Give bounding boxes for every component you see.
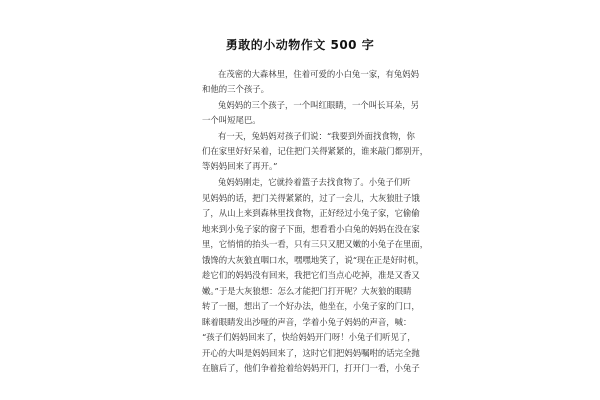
text-line: 兔妈妈刚走，它就拎着篮子去找食物了。小兔子们听 bbox=[218, 177, 411, 187]
text-line: 了，从山上来到森林里找食物，正好经过小兔子家，它偷偷 bbox=[202, 208, 420, 218]
text-line: 在脑后了，他们争着抢着给妈妈开门，打开门一看，小兔子 bbox=[202, 363, 420, 373]
text-line: 饿馋的大灰狼直咽口水，嘿嘿地笑了，说“现在正是好时机， bbox=[202, 255, 425, 265]
text-line: 兔妈妈的三个孩子，一个叫红眼睛，一个叫长耳朵，另 bbox=[218, 100, 419, 110]
page-title: 勇敢的小动物作文 500 字 bbox=[225, 38, 375, 52]
text-line: 里，它悄悄的抬头一看，只有三只又肥又嫩的小兔子在里面， bbox=[202, 239, 429, 249]
text-line: “孩子们妈妈回来了，快给妈妈开门呀！小兔子们听见了， bbox=[202, 332, 416, 342]
text-line: 有一天，兔妈妈对孩子们说：“我要到外面找食物，你 bbox=[218, 131, 415, 141]
text-line: 开心的大叫是妈妈回来了，这时它们把妈妈嘱咐的话完全抛 bbox=[202, 348, 420, 358]
text-line: 嫩。”于是大灰狼想：怎么才能把门打开呢？大灰狼的眼睛 bbox=[202, 286, 412, 296]
text-line: 在茂密的大森林里，住着可爱的小白兔一家，有兔妈妈 bbox=[218, 69, 419, 79]
text-line: 转了一圈，想出了一个好办法，他坐在，小兔子家的门口， bbox=[202, 301, 420, 311]
text-line: 等妈妈回来了再开。” bbox=[202, 161, 278, 171]
text-line: 们在家里好好呆着，记住把门关得紧紧的，谁来敲门都别开， bbox=[202, 146, 429, 156]
text-line: 眯着眼睛发出沙哑的声音，学着小兔子妈妈的声音，喊： bbox=[202, 317, 412, 327]
text-line: 趁它们的妈妈没有回来，我把它们当点心吃掉，准是又香又 bbox=[202, 270, 420, 280]
text-line: 和他的三个孩子。 bbox=[202, 84, 269, 94]
text-line: 见妈妈的话，把门关得紧紧的，过了一会儿，大灰狼肚子饿 bbox=[202, 193, 420, 203]
text-line: 地来到小兔子家的窗子下面，想看看小白兔的妈妈在没在家 bbox=[202, 224, 420, 234]
text-line: 一个叫短尾巴。 bbox=[202, 115, 261, 125]
